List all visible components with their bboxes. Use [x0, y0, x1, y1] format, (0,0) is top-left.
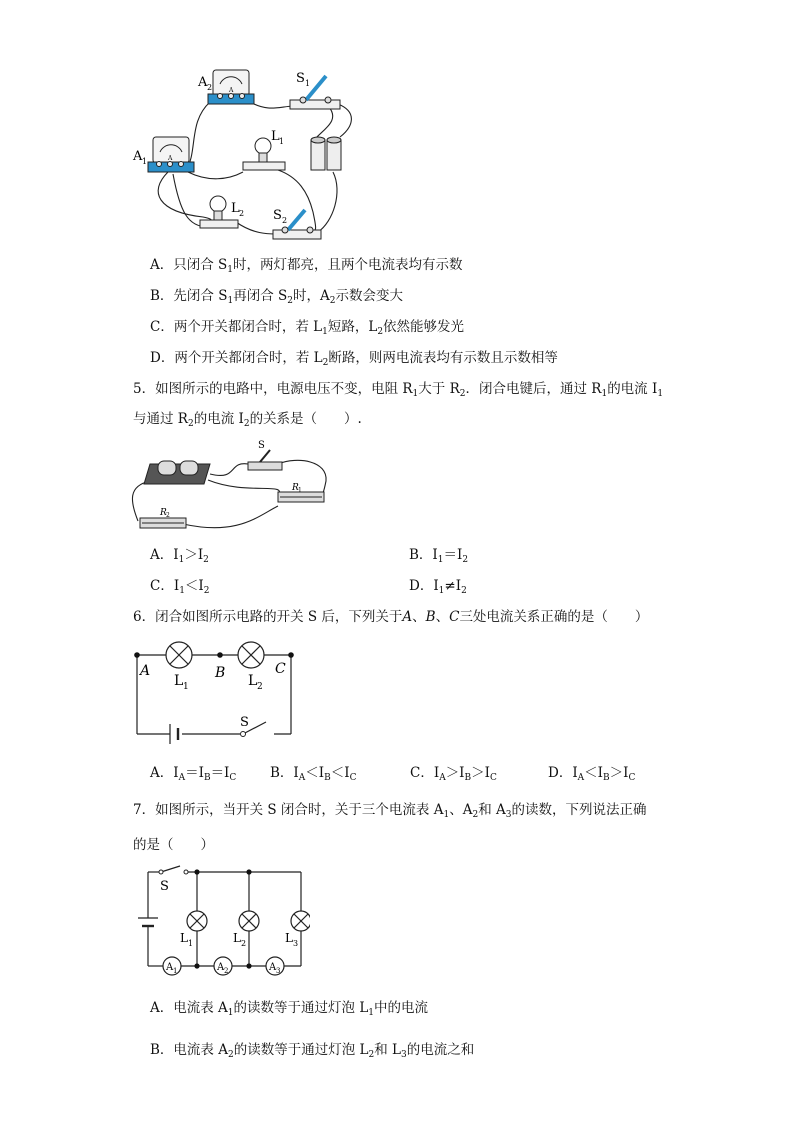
subscript: 1 [368, 1008, 375, 1018]
label-a1-sub: 1 [142, 157, 148, 166]
option-text: I [293, 765, 299, 781]
label-a1: A [133, 149, 143, 164]
q4-option-c[interactable] [150, 318, 464, 341]
label-a3: A [269, 962, 277, 973]
q5-option-b[interactable] [409, 546, 468, 569]
svg-text:A: A [229, 87, 234, 94]
subscript: 1 [179, 586, 185, 596]
battery-icon [311, 137, 341, 170]
option-text: ＜I [584, 765, 604, 781]
label-s2-sub: 2 [282, 216, 288, 225]
subscript: 1 [412, 389, 419, 399]
q6-option-b[interactable] [270, 764, 356, 787]
junction-dot [194, 963, 199, 968]
junction-dot [246, 869, 251, 874]
subscript: 2 [462, 555, 469, 565]
label-b: B [215, 665, 226, 681]
label-a2-sub: 2 [207, 83, 213, 92]
option-key: B． [150, 1042, 174, 1058]
subscript: 2 [287, 296, 293, 306]
option-text: 示数会变大 [335, 288, 403, 304]
subscript: 2 [461, 586, 467, 596]
q4-option-b[interactable] [150, 287, 403, 310]
label-s1-sub: 1 [305, 79, 311, 88]
ammeter-a2-icon [208, 70, 254, 104]
subscript: B [464, 773, 472, 783]
option-key: C． [150, 578, 174, 594]
label-l2: L [248, 673, 258, 689]
q6-option-a[interactable] [150, 764, 236, 787]
subscript: A [577, 773, 585, 783]
option-key: D． [150, 350, 175, 366]
subscript: 1 [178, 555, 185, 565]
option-text: 的电流之和 [406, 1042, 475, 1058]
label-l1: L [174, 673, 184, 689]
q5-option-c[interactable] [150, 577, 210, 600]
label-s2: S [273, 208, 282, 223]
label-s1: S [296, 71, 305, 86]
subscript: B [324, 773, 331, 783]
subscript: 2 [203, 586, 210, 596]
option-key: B． [409, 547, 433, 563]
option-text: 中的电流 [374, 1000, 429, 1016]
q5-stem-line2 [133, 410, 362, 433]
option-text: 和 L [374, 1042, 401, 1058]
option-text: 电流表 A [173, 1000, 228, 1016]
option-text: 断路，则两电流表均有示数且示数相等 [328, 350, 558, 366]
label-a1: A [166, 962, 174, 973]
subscript: 1 [437, 555, 444, 565]
option-text: ＞I [471, 765, 490, 781]
option-text: I [572, 765, 578, 781]
q6-option-c[interactable] [410, 764, 497, 787]
node-a [134, 652, 140, 658]
option-text: 短路，L [327, 319, 378, 335]
junction-dot [246, 963, 251, 968]
q7-stem-line1 [133, 801, 646, 824]
subscript: 2 [377, 327, 384, 337]
battery-pack-icon [144, 461, 210, 484]
label-s: S [258, 440, 265, 451]
label-a: A [140, 663, 151, 679]
label-a2: A [217, 962, 225, 973]
label-s: S [160, 879, 169, 894]
lamp-l1-icon [166, 642, 192, 668]
subscript: 3 [505, 810, 512, 820]
subscript: 2 [329, 296, 336, 306]
subscript: B [603, 773, 610, 783]
option-text: I [433, 578, 439, 594]
label-l2: L [233, 931, 241, 945]
subscript: A [298, 773, 306, 783]
option-text: ＝I [185, 765, 204, 781]
stem-text: 7．如图所示，当开关 S 闭合时，关于三个电流表 A [133, 802, 444, 818]
switch-contact-icon [184, 870, 188, 874]
subscript: 1 [227, 296, 234, 306]
stem-text: 6．闭合如图所示电路的开关 S 后，下列关于 [133, 609, 403, 625]
option-text: 只闭合 S [173, 257, 228, 273]
subscript: 1 [601, 389, 608, 399]
subscript: 1 [443, 810, 450, 820]
q6-option-d[interactable] [548, 764, 635, 787]
subscript: 2 [472, 810, 479, 820]
option-text: I [173, 578, 180, 594]
option-key: B． [150, 288, 174, 304]
lamp-l2-icon [238, 642, 264, 668]
label-l2-sub: 2 [241, 939, 247, 948]
q5-option-d[interactable] [409, 577, 467, 600]
option-text: I [433, 765, 440, 781]
q4-option-d[interactable] [150, 349, 558, 372]
label-r2-sub: 2 [166, 512, 170, 519]
lamp-l2-icon [239, 911, 259, 931]
figure-circuit-q7 [130, 862, 310, 982]
subscript: 2 [322, 358, 329, 368]
subscript: 1 [657, 389, 664, 399]
q7-stem-line2: 的是（ ） [133, 837, 214, 853]
option-text: 两个开关都闭合时，若 L [174, 350, 323, 366]
subscript: 2 [187, 419, 194, 429]
option-text: 再闭合 S [233, 288, 288, 304]
label-a1-sub: 1 [173, 967, 178, 975]
stem-text: ．闭合电键后，通过 R [465, 381, 602, 397]
stem-text: 三处电流关系正确的是（ ） [459, 609, 649, 625]
option-text: ＞I [609, 765, 629, 781]
option-key: A． [150, 765, 174, 781]
subscript: A [439, 773, 446, 783]
stem-text: 的读数，下列说法正确 [511, 802, 647, 818]
stem-text: 、 [435, 609, 450, 625]
q5-option-a[interactable] [150, 546, 209, 569]
figure-circuit-q4 [128, 62, 388, 247]
label-l1-sub: 1 [188, 939, 194, 948]
q7-option-b[interactable] [150, 1041, 474, 1064]
switch-s-icon [248, 450, 282, 470]
label-r1: R [292, 483, 299, 493]
figure-circuit-q6 [130, 638, 300, 748]
q7-option-a[interactable] [150, 999, 428, 1022]
subscript: 2 [227, 1050, 234, 1060]
stem-text: 和 A [478, 802, 506, 818]
option-text: ＝I [443, 547, 463, 563]
label-l1: L [180, 931, 188, 945]
option-text: 电流表 A [173, 1042, 228, 1058]
option-text: ＞I [184, 547, 204, 563]
subscript: 1 [322, 327, 328, 337]
label-l1: L [271, 129, 280, 144]
option-key: B． [270, 765, 294, 781]
subscript: C [349, 773, 357, 783]
label-l3: L [285, 931, 293, 945]
lamp-l3-icon [291, 911, 310, 931]
label-l3-sub: 3 [293, 939, 299, 948]
option-text: 先闭合 S [173, 288, 228, 304]
resistor-r2-icon [140, 518, 186, 528]
option-text: I [173, 547, 179, 563]
option-text: 依然能够发光 [383, 319, 465, 335]
svg-text:A: A [168, 155, 173, 162]
label-l1-sub: 1 [279, 137, 285, 146]
subscript: A [178, 773, 186, 783]
subscript: B [203, 773, 211, 783]
switch-pivot-icon [241, 732, 246, 737]
stem-text: 、A [449, 802, 473, 818]
option-text: 时，两灯都亮，且两个电流表均有示数 [233, 257, 463, 273]
subscript: C [229, 773, 237, 783]
stem-text: 的电流 I [193, 411, 244, 427]
subscript: 1 [438, 586, 445, 596]
stem-text: 大于 R [418, 381, 460, 397]
option-text: 的读数等于通过灯泡 L [233, 1000, 369, 1016]
option-key: A． [150, 547, 174, 563]
stem-point: A [402, 609, 413, 625]
subscript: 2 [203, 555, 209, 565]
subscript: 1 [227, 1008, 234, 1018]
q4-option-a[interactable] [150, 256, 463, 279]
label-c: C [275, 661, 286, 677]
label-a2: A [198, 75, 208, 90]
subscript: 2 [368, 1050, 375, 1060]
option-text: ＜I [184, 578, 204, 594]
option-text: ＝I [210, 765, 230, 781]
option-text: I [173, 765, 179, 781]
stem-text: 的电流 I [607, 381, 658, 397]
lamp-l1-icon [187, 911, 207, 931]
option-text: ＜I [305, 765, 325, 781]
option-key: C． [150, 319, 174, 335]
option-key: A． [150, 1000, 174, 1016]
label-l2-sub: 2 [257, 682, 263, 692]
label-r2: R [160, 508, 167, 518]
label-l2: L [231, 201, 240, 216]
junction-dot [194, 869, 199, 874]
subscript: C [628, 773, 636, 783]
subscript: 1 [227, 265, 234, 275]
label-a3-sub: 3 [276, 967, 281, 975]
option-text: ＜I [330, 765, 350, 781]
option-key: C． [410, 765, 434, 781]
stem-text: 的关系是（ ）. [249, 411, 362, 427]
option-text: 两个开关都闭合时，若 L [173, 319, 323, 335]
subscript: 3 [400, 1050, 407, 1060]
label-s: S [240, 715, 249, 730]
stem-point: B [425, 609, 436, 625]
option-text: 的读数等于通过灯泡 L [233, 1042, 369, 1058]
option-text: ≠I [444, 578, 462, 594]
switch-pivot-icon [159, 870, 163, 874]
stem-text: 5．如图所示的电路中，电源电压不变，电阻 R [133, 381, 413, 397]
option-text: 时，A [292, 288, 330, 304]
option-text: ＞I [445, 765, 465, 781]
label-r1-sub: 1 [298, 487, 302, 494]
subscript: C [490, 773, 497, 783]
figure-circuit-q5 [128, 436, 334, 532]
node-c [288, 652, 294, 658]
subscript: 2 [243, 419, 250, 429]
stem-point: C [449, 609, 460, 625]
option-text: I [432, 547, 438, 563]
stem-text: 与通过 R [133, 411, 188, 427]
q5-stem-line1 [133, 380, 663, 403]
option-key: A． [150, 257, 174, 273]
label-a2-sub: 2 [224, 967, 229, 975]
ammeter-a1-icon [148, 137, 194, 172]
label-l2-sub: 2 [239, 209, 245, 218]
q6-stem [133, 608, 648, 626]
stem-text: 、 [412, 609, 426, 625]
option-key: D． [409, 578, 434, 594]
label-l1-sub: 1 [183, 682, 189, 692]
subscript: 2 [459, 389, 466, 399]
option-key: D． [548, 765, 573, 781]
node-b [217, 652, 223, 658]
